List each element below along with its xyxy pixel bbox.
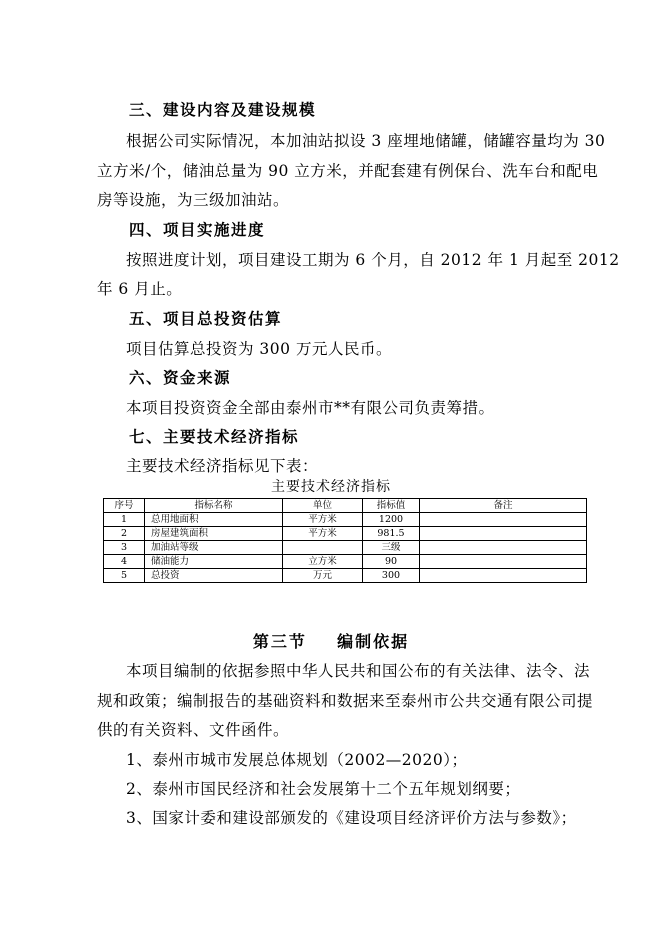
list-item: 2、泰州市国民经济和社会发展第十二个五年规划纲要； — [126, 780, 521, 798]
table-row — [104, 513, 587, 527]
paragraph-line: 房等设施，为三级加油站。 — [97, 191, 290, 209]
cell-unit: 万元 — [283, 569, 363, 583]
cell-index: 1 — [104, 513, 145, 527]
paragraph-line: 按照进度计划，项目建设工期为 6 个月，自 2012 年 1 月起至 2012 — [126, 251, 620, 269]
cell-unit: 平方米 — [283, 527, 363, 541]
col-header-value: 指标值 — [363, 499, 420, 513]
paragraph-line: 供的有关资料、文件函件。 — [97, 721, 290, 739]
paragraph-line: 本项目编制的依据参照中华人民共和国公布的有关法律、法令、法 — [126, 662, 591, 680]
section-title: 第三节 编制依据 — [252, 632, 410, 651]
paragraph-line: 根据公司实际情况，本加油站拟设 3 座埋地储罐，储罐容量均为 30 — [126, 132, 606, 150]
paragraph-line: 项目估算总投资为 300 万元人民币。 — [126, 340, 392, 358]
paragraph-line: 规和政策；编制报告的基础资料和数据来至泰州市公共交通有限公司提 — [97, 692, 594, 710]
table-header-row — [104, 499, 587, 513]
paragraph-line: 本项目投资资金全部由泰州市**有限公司负责筹措。 — [126, 399, 495, 417]
heading-construction-scope: 三、建设内容及建设规模 — [129, 101, 317, 119]
cell-value: 300 — [363, 569, 420, 583]
cell-name: 总用地面积 — [145, 513, 283, 527]
heading-schedule: 四、项目实施进度 — [129, 221, 266, 239]
cell-value: 三级 — [363, 541, 420, 555]
cell-index: 4 — [104, 555, 145, 569]
paragraph-line: 年 6 月止。 — [97, 280, 183, 298]
cell-name: 房屋建筑面积 — [145, 527, 283, 541]
cell-unit: 立方米 — [283, 555, 363, 569]
cell-name: 加油站等级 — [145, 541, 283, 555]
heading-funding: 六、资金来源 — [129, 369, 232, 387]
cell-index: 5 — [104, 569, 145, 583]
cell-remark — [420, 569, 587, 583]
table-row — [104, 527, 587, 541]
col-header-name: 指标名称 — [145, 499, 283, 513]
cell-value: 981.5 — [363, 527, 420, 541]
col-header-unit: 单位 — [283, 499, 363, 513]
cell-unit — [283, 541, 363, 555]
table-row — [104, 541, 587, 555]
cell-name: 总投资 — [145, 569, 283, 583]
cell-remark — [420, 541, 587, 555]
cell-index: 3 — [104, 541, 145, 555]
cell-value: 90 — [363, 555, 420, 569]
cell-unit: 平方米 — [283, 513, 363, 527]
list-item: 3、国家计委和建设部颁发的《建设项目经济评价方法与参数》； — [126, 809, 577, 827]
cell-value: 1200 — [363, 513, 420, 527]
paragraph-line: 主要技术经济指标见下表： — [126, 457, 319, 475]
table-row — [104, 569, 587, 583]
col-header-remark: 备注 — [420, 499, 587, 513]
cell-remark — [420, 555, 587, 569]
cell-remark — [420, 513, 587, 527]
list-item: 1、泰州市城市发展总体规划（2002—2020）； — [126, 751, 468, 769]
table-caption: 主要技术经济指标 — [271, 479, 391, 495]
heading-investment: 五、项目总投资估算 — [129, 310, 283, 328]
cell-remark — [420, 527, 587, 541]
indicators-table — [103, 498, 587, 583]
cell-name: 储油能力 — [145, 555, 283, 569]
col-header-index: 序号 — [104, 499, 145, 513]
table-row — [104, 555, 587, 569]
cell-index: 2 — [104, 527, 145, 541]
heading-indicators: 七、主要技术经济指标 — [129, 428, 300, 446]
paragraph-line: 立方米/个，储油总量为 90 立方米，并配套建有例保台、洗车台和配电 — [97, 162, 599, 180]
